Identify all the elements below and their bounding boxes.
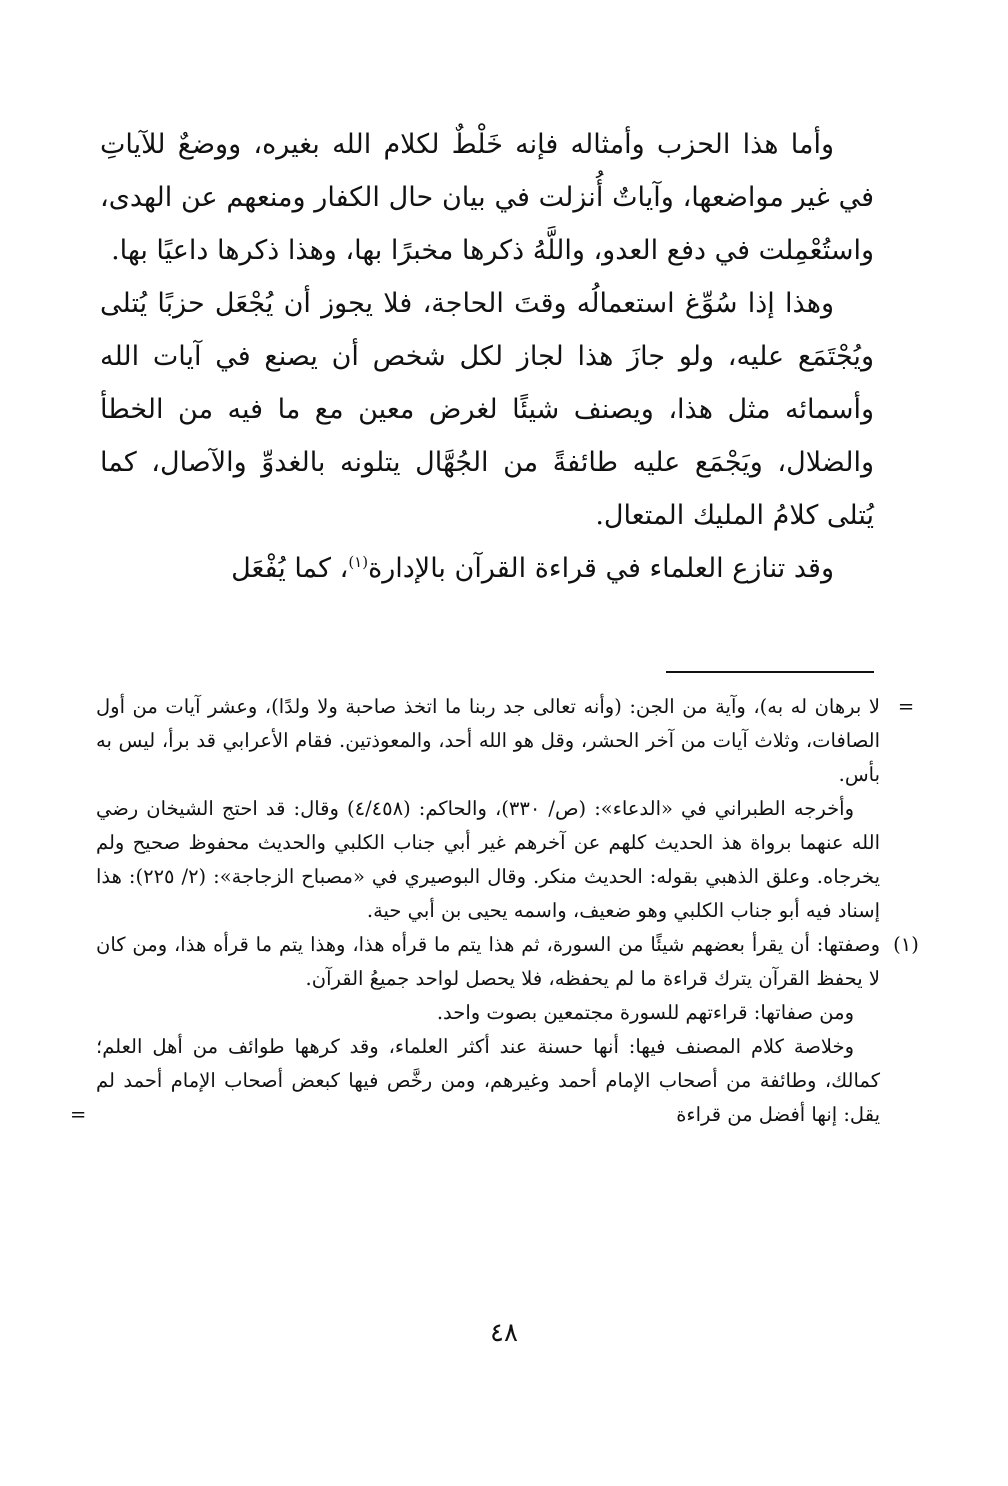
footnote-continuation-paragraph-1: لا برهان له به)، وآية من الجن: (وأنه تعالى جد ربنا ما اتخذ صاحبة ولا ولدًا)، وعشر آيات من أول الصافات، وثلاث آيات من آخر الحشر، وقل هو الله أحد، والمعوذتين. فقام الأعرابي قد برأ، ليس به بأس. <box>96 695 880 786</box>
footnote-1-marker: (١) <box>893 933 919 956</box>
main-paragraph-2: وهذا إذا سُوِّغ استعمالُه وقتَ الحاجة، فلا يجوز أن يُجْعَل حزبًا يُتلى ويُجْتَمَع عليه، ولو جازَ هذا لجاز لكل شخص أن يصنع في آيات الله وأسمائه مثل هذا، ويصنف شيئًا لغرض معين مع ما فيه من الخطأ والضلال، ويَجْمَع عليه طائفةً من الجُهَّال يتلونه بالغدوِّ والآصال، كما يُتلى كلامُ المليك المتعال. <box>100 288 874 531</box>
main-paragraph-3 <box>100 542 874 595</box>
footnote-reference-1[interactable]: (١) <box>348 553 369 571</box>
main-paragraph-3-tail: ، كما يُفْعَل <box>231 553 349 584</box>
main-text <box>100 118 874 595</box>
page-number: ٤٨ <box>490 1318 518 1348</box>
footnotes <box>70 690 919 1132</box>
footnote-1-paragraph-2: ومن صفاتها: قراءتهم للسورة مجتمعين بصوت واحد. <box>436 1001 854 1024</box>
footnote-continuation <box>96 690 915 928</box>
continuation-start-marker: = <box>897 695 915 718</box>
continuation-end-marker: = <box>70 1103 87 1126</box>
main-paragraph-1: وأما هذا الحزب وأمثاله فإنه خَلْطٌ لكلام الله بغيره، ووضعٌ للآياتِ في غير مواضعها، وآياتٌ أُنزلت في بيان حال الكفار ومنعهم عن الهدى، واستُعْمِلت في دفع العدو، واللَّهُ ذكرها مخبرًا بها، وهذا ذكرها داعيًا بها. <box>100 129 874 266</box>
main-paragraph-3-text: وقد تنازع العلماء في قراءة القرآن بالإدارة <box>368 553 834 584</box>
footnote-1-paragraph-3: وخلاصة كلام المصنف فيها: أنها حسنة عند أكثر العلماء، وقد كرهها طوائف من أهل العلم؛ كمالك، وطائفة من أصحاب الإمام أحمد وغيرهم، ومن رخَّص فيها كبعض أصحاب الإمام أحمد لم يقل: إنها أفضل من قراءة <box>96 1035 880 1126</box>
footnote-continuation-paragraph-2: وأخرجه الطبراني في «الدعاء»: (ص/ ٣٣٠)، والحاكم: (٤/٤٥٨) وقال: قد احتج الشيخان رضي الله عنهما برواة هذ الحديث كلهم عن آخرهم غير أبي جناب الكلبي والحديث محفوظ صحيح ولم يخرجاه. وعلق الذهبي بقوله: الحديث منكر. وقال البوصيري في «مصباح الزجاجة»: (٢/ ٢٢٥): هذا إسناد فيه أبو جناب الكلبي وهو ضعيف، واسمه يحيى بن أبي حية. <box>96 797 880 922</box>
footnote-1 <box>70 928 919 1132</box>
footnote-1-paragraph-1: وصفتها: أن يقرأ بعضهم شيئًا من السورة، ثم هذا يتم ما قرأه هذا، وهذا يتم ما قرأه هذا، ومن كان لا يحفظ القرآن يترك قراءة ما لم يحفظه، فلا يحصل لواحد جميعُ القرآن. <box>96 933 880 990</box>
footnote-separator <box>666 671 874 673</box>
